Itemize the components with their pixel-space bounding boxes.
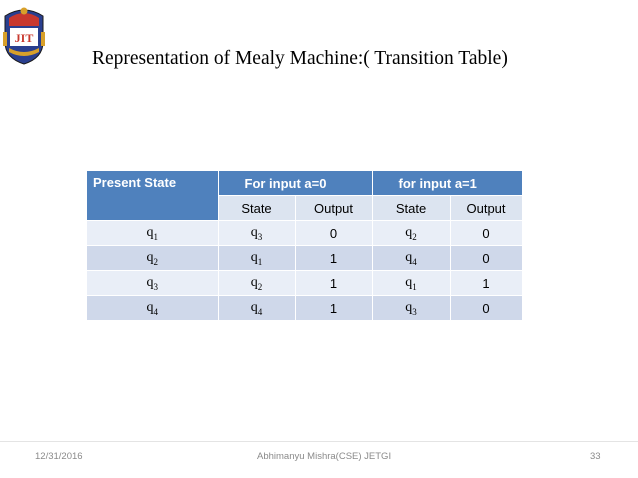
table-row	[87, 271, 522, 296]
next-state-cell: $q_1$	[372, 271, 450, 296]
present-state-cell: $q_1$	[87, 221, 218, 246]
subheader-cell: Output	[295, 196, 372, 221]
footer-page-number: 33	[590, 451, 601, 462]
present-state-cell: $q_3$	[87, 271, 218, 296]
next-state-cell: $q_4$	[372, 246, 450, 271]
next-state-cell: $q_4$	[218, 296, 295, 321]
present-state-cell: $q_4$	[87, 296, 218, 321]
transition-table	[87, 171, 523, 321]
present-state-cell: $q_2$	[87, 246, 218, 271]
output-cell: 0	[450, 221, 522, 246]
logo-text: JIT	[14, 31, 34, 45]
next-state-cell: $q_2$	[218, 271, 295, 296]
footer-date: 12/31/2016	[35, 451, 83, 462]
next-state-cell: $q_3$	[218, 221, 295, 246]
slide-title: Representation of Mealy Machine:( Transition Table)	[92, 48, 508, 69]
output-cell: 0	[450, 296, 522, 321]
input1-header: for input a=1	[372, 171, 522, 196]
present-state-header: Present State	[87, 171, 218, 221]
output-cell: 1	[295, 296, 372, 321]
college-crest-icon	[1, 2, 47, 66]
output-cell: 1	[295, 271, 372, 296]
output-cell: 0	[295, 221, 372, 246]
output-cell: 0	[450, 246, 522, 271]
table-row	[87, 246, 522, 271]
input0-header: For input a=0	[218, 171, 372, 196]
subheader-cell: State	[372, 196, 450, 221]
subheader-cell: Output	[450, 196, 522, 221]
next-state-cell: $q_3$	[372, 296, 450, 321]
table-row	[87, 221, 522, 246]
subheader-cell: State	[218, 196, 295, 221]
output-cell: 1	[295, 246, 372, 271]
output-cell: 1	[450, 271, 522, 296]
next-state-cell: $q_1$	[218, 246, 295, 271]
table-row	[87, 296, 522, 321]
footer-divider	[0, 441, 638, 442]
footer-author: Abhimanyu Mishra(CSE) JETGI	[257, 451, 392, 462]
next-state-cell: $q_2$	[372, 221, 450, 246]
table-header-row	[87, 171, 522, 196]
